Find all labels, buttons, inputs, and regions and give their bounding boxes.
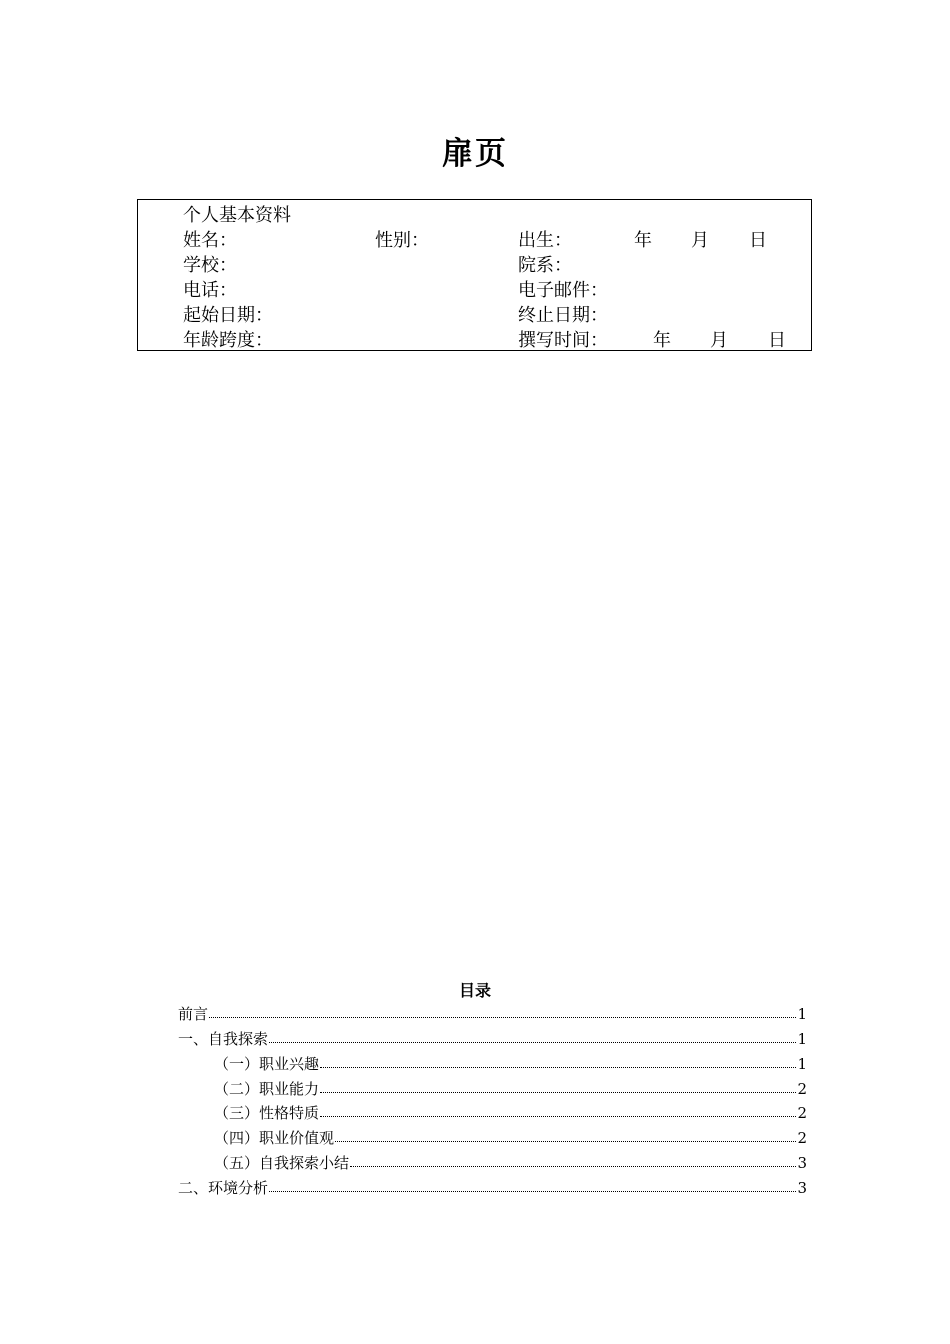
toc-entry-label: 一、自我探索 bbox=[178, 1030, 269, 1048]
written-day-unit: 日 bbox=[768, 330, 786, 351]
toc-entry-page: 2 bbox=[797, 1104, 807, 1122]
toc-entry[interactable] bbox=[214, 1102, 807, 1124]
toc-leader bbox=[320, 1053, 796, 1068]
toc-entry[interactable] bbox=[214, 1152, 807, 1174]
birth-label: 出生： bbox=[518, 230, 572, 251]
toc-leader bbox=[269, 1177, 796, 1192]
toc-entry-page: 3 bbox=[797, 1154, 807, 1172]
name-label: 姓名： bbox=[183, 230, 237, 251]
toc-entry[interactable] bbox=[214, 1078, 807, 1100]
school-label: 学校： bbox=[183, 255, 237, 276]
birth-day-unit: 日 bbox=[749, 230, 767, 251]
start-date-label: 起始日期： bbox=[183, 305, 273, 326]
toc-leader bbox=[335, 1127, 796, 1142]
toc-leader bbox=[269, 1028, 796, 1043]
toc-entry-page: 2 bbox=[797, 1080, 807, 1098]
age-span-label: 年龄跨度： bbox=[183, 330, 273, 351]
info-heading: 个人基本资料 bbox=[183, 205, 291, 226]
toc-entry-page: 2 bbox=[797, 1129, 807, 1147]
written-year-unit: 年 bbox=[653, 330, 671, 351]
toc-entry-page: 1 bbox=[797, 1055, 807, 1073]
written-time-label: 撰写时间： bbox=[518, 330, 608, 351]
toc-title: 目录 bbox=[458, 981, 491, 1000]
toc-entry[interactable] bbox=[178, 1003, 807, 1025]
written-month-unit: 月 bbox=[710, 330, 728, 351]
toc-entry[interactable] bbox=[178, 1028, 807, 1050]
toc-entry[interactable] bbox=[214, 1127, 807, 1149]
toc-entry-label: （二）职业能力 bbox=[214, 1080, 320, 1098]
toc-leader bbox=[320, 1102, 796, 1117]
personal-info-box bbox=[137, 199, 812, 351]
toc-entry[interactable] bbox=[178, 1177, 807, 1199]
toc-entry-page: 1 bbox=[797, 1030, 807, 1048]
toc-leader bbox=[350, 1152, 796, 1167]
toc-entry-page: 3 bbox=[797, 1179, 807, 1197]
birth-month-unit: 月 bbox=[691, 230, 709, 251]
toc-leader bbox=[209, 1003, 796, 1018]
toc-entry-label: （五）自我探索小结 bbox=[214, 1154, 350, 1172]
email-label: 电子邮件： bbox=[518, 280, 608, 301]
end-date-label: 终止日期： bbox=[518, 305, 608, 326]
toc-entry-label: （四）职业价值观 bbox=[214, 1129, 335, 1147]
toc-leader bbox=[320, 1078, 796, 1093]
toc-entry-label: 二、环境分析 bbox=[178, 1179, 269, 1197]
toc-entry[interactable] bbox=[214, 1053, 807, 1075]
page-title: 扉页 bbox=[442, 136, 508, 172]
birth-year-unit: 年 bbox=[634, 230, 652, 251]
toc-entry-label: （三）性格特质 bbox=[214, 1104, 320, 1122]
toc-entry-label: 前言 bbox=[178, 1005, 209, 1023]
department-label: 院系： bbox=[518, 255, 572, 276]
toc-entry-label: （一）职业兴趣 bbox=[214, 1055, 320, 1073]
phone-label: 电话： bbox=[183, 280, 237, 301]
gender-label: 性别： bbox=[375, 230, 429, 251]
toc-entry-page: 1 bbox=[797, 1005, 807, 1023]
